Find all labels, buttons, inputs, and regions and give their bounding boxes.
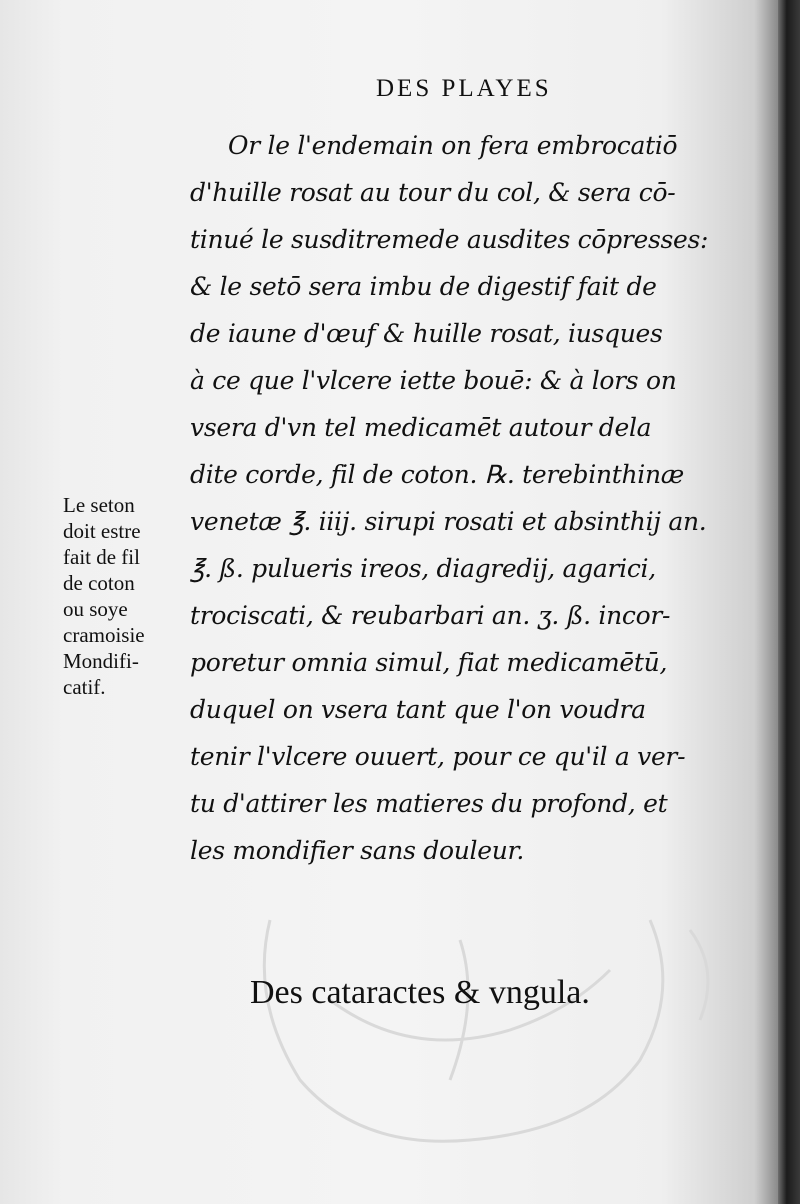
book-gutter-shadow: [778, 0, 800, 1204]
bleed-through-illustration: [210, 880, 730, 1180]
body-line: tinué le susditremede ausdites cōpresses:: [190, 225, 709, 254]
body-line: tu d'attirer les matieres du profond, et: [190, 789, 668, 818]
margin-note-line: catif.: [63, 675, 106, 699]
body-line: poretur omnia simul, fiat medicamētū,: [190, 648, 668, 677]
margin-note-line: doit estre: [63, 519, 141, 543]
running-head: DES PLAYES: [376, 75, 552, 102]
body-line: ℥. ß. pulueris ireos, diagredij, agarici,: [190, 554, 656, 583]
body-line: venetæ ℥. iiij. sirupi rosati et absinthij an.: [190, 507, 707, 536]
margin-note-line: ou soye: [63, 597, 128, 621]
margin-note-line: cramoisie: [63, 623, 145, 647]
margin-note-line: Mondifi-: [63, 649, 139, 673]
body-line: Or le l'endemain on fera embrocatiō: [228, 131, 678, 160]
body-line: de iaune d'œuf & huille rosat, iusques: [190, 319, 663, 348]
body-line: les mondifier sans douleur.: [190, 836, 525, 865]
body-text: [190, 122, 750, 874]
body-line: duquel on vsera tant que l'on voudra: [190, 695, 646, 724]
section-heading: Des cataractes & vngula.: [250, 974, 590, 1011]
body-line: d'huille rosat au tour du col, & sera cō-: [190, 178, 676, 207]
body-line: vsera d'vn tel medicamēt autour dela: [190, 413, 652, 442]
body-line: à ce que l'vlcere iette bouē: & à lors on: [190, 366, 677, 395]
body-line: trociscati, & reubarbari an. ʒ. ß. incor-: [190, 601, 671, 630]
body-line: & le setō sera imbu de digestif fait de: [190, 272, 657, 301]
margin-note-line: Le seton: [63, 493, 135, 517]
body-line: tenir l'vlcere ouuert, pour ce qu'il a ver-: [190, 742, 686, 771]
body-line: dite corde, fil de coton. ℞. terebinthinæ: [190, 460, 684, 489]
margin-note-line: fait de fil: [63, 545, 140, 569]
margin-note-line: de coton: [63, 571, 135, 595]
margin-note: [63, 492, 193, 700]
